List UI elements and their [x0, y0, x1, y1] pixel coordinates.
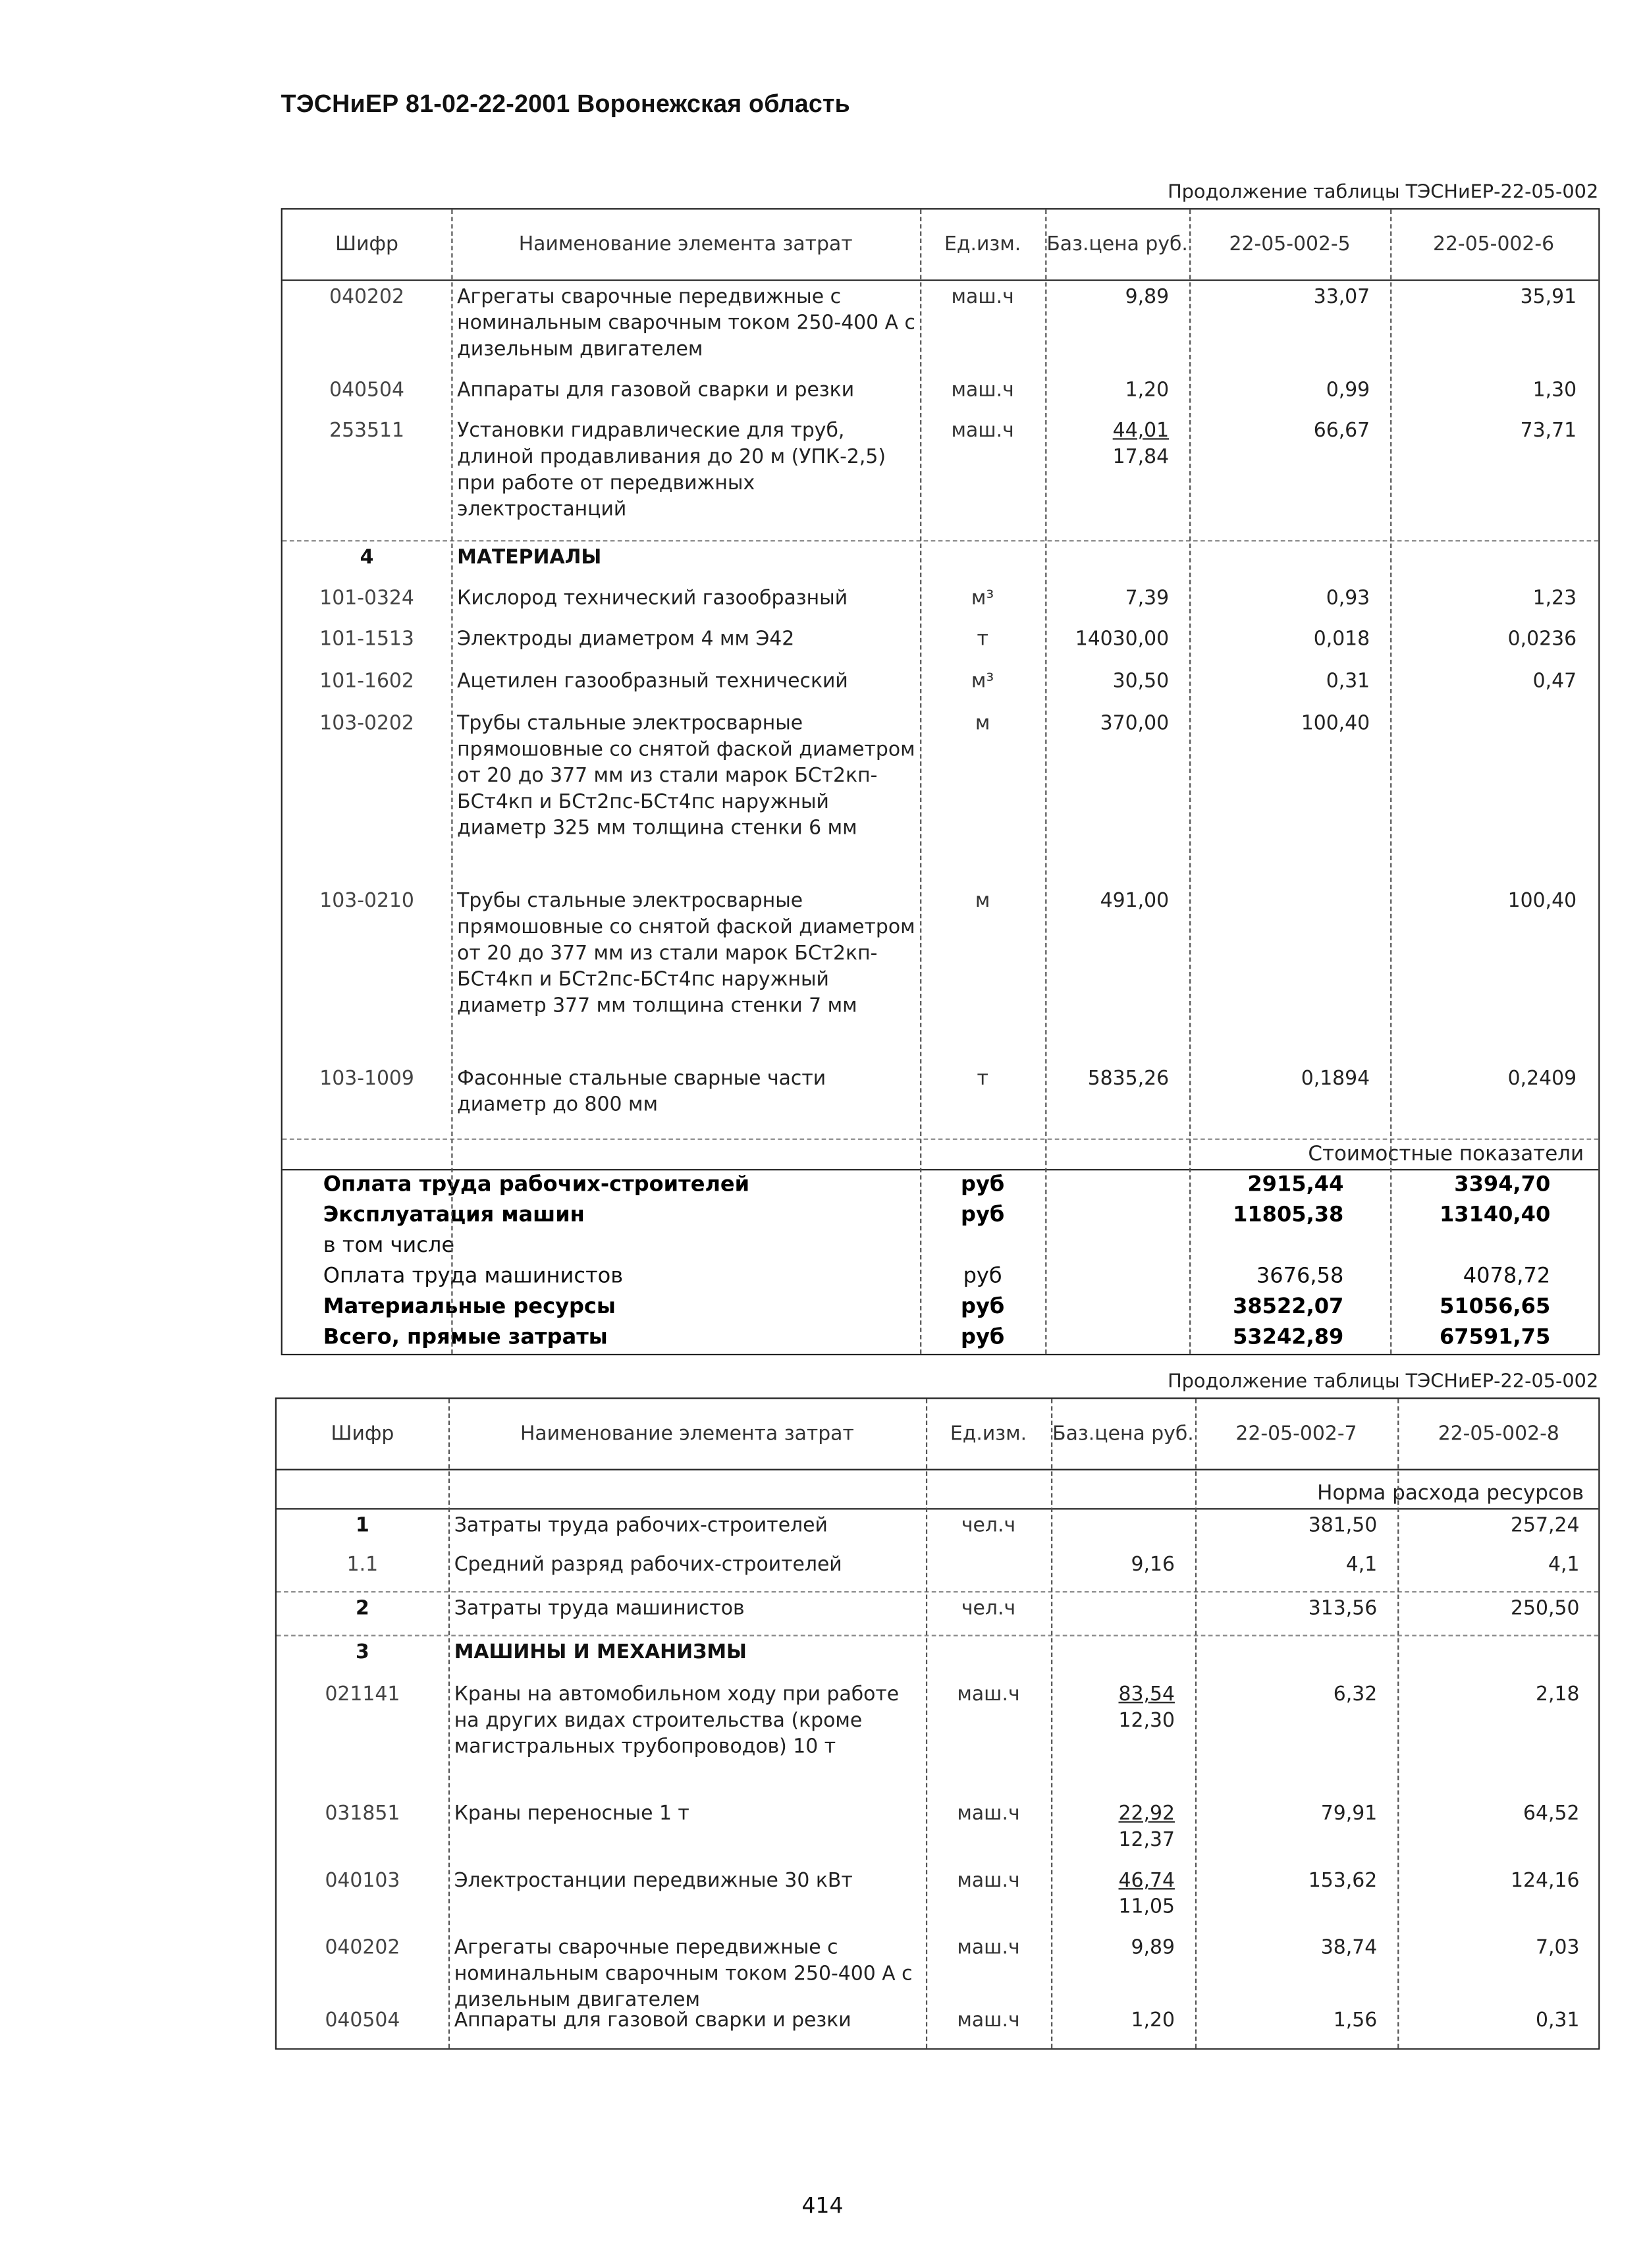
row-code: 1.1	[346, 1553, 379, 1577]
cost-indicators-label: Стоимостные показатели	[283, 1139, 1598, 1169]
summary-unit: руб	[961, 1173, 1005, 1197]
row-value-2: 257,24	[1511, 1514, 1580, 1538]
row-price	[1051, 2005, 1195, 2048]
row-price-value: 22,92	[1118, 1802, 1175, 1826]
table1-continuation-note: Продолжение таблицы ТЭСНиЕР-22-05-002	[1168, 182, 1599, 204]
section-row	[283, 540, 1598, 582]
header-col-7: 22-05-002-7	[1235, 1422, 1357, 1446]
row-value-1: 0,93	[1326, 586, 1370, 610]
resource-table-2	[275, 1397, 1600, 2049]
row-name: Краны переносные 1 т	[454, 1802, 689, 1826]
row-name: Электроды диаметром 4 мм Э42	[457, 627, 795, 651]
row-code: 103-1009	[319, 1067, 414, 1091]
row-price	[1051, 1592, 1195, 1634]
summary-value-2	[1390, 1231, 1597, 1262]
summary-value-2: 13140,40	[1439, 1204, 1551, 1228]
summary-unit: руб	[961, 1326, 1005, 1350]
resource-table-1	[281, 208, 1600, 1355]
row-value-2: 64,52	[1523, 1802, 1580, 1826]
table-row	[283, 281, 1598, 374]
summary-label: Материальные ресурсы	[323, 1295, 616, 1319]
row-price-value: 1,20	[1125, 378, 1170, 402]
table-row	[277, 2005, 1598, 2048]
row-value-1: 153,62	[1308, 1869, 1378, 1893]
table-row	[277, 1931, 1598, 2012]
row-value-1: 38,74	[1320, 1936, 1378, 1960]
summary-unit	[920, 1231, 1045, 1262]
row-price-value: 14030,00	[1075, 627, 1170, 651]
header-unit: Ед.изм.	[944, 232, 1021, 257]
row-code: 1	[356, 1514, 369, 1538]
row-value-2: 100,40	[1507, 889, 1577, 913]
column-divider	[1045, 209, 1046, 1354]
table1-summary	[283, 1169, 1598, 1354]
row-price-secondary: 17,84	[1112, 445, 1170, 469]
row-name: Агрегаты сварочные передвижные с номинальным сварочным током 250-400 А с дизельным двигателем	[457, 285, 915, 362]
row-value-2: 0,31	[1536, 2009, 1580, 2032]
row-unit: чел.ч	[961, 1514, 1016, 1538]
row-price	[1045, 582, 1189, 623]
row-unit: м	[975, 889, 990, 913]
row-code: 040202	[329, 285, 405, 309]
row-code: 103-0210	[319, 889, 414, 913]
row-price-value: 9,16	[1131, 1553, 1175, 1577]
summary-value-1	[1189, 1231, 1390, 1262]
row-value-2: 35,91	[1520, 285, 1577, 309]
row-unit: маш.ч	[957, 1683, 1020, 1706]
table-row	[277, 1798, 1598, 1865]
row-name: Электростанции передвижные 30 кВт	[454, 1869, 853, 1893]
row-unit: м	[975, 711, 990, 736]
row-price-value: 9,89	[1125, 285, 1170, 309]
summary-label: Оплата труда машинистов	[323, 1265, 624, 1289]
row-unit: маш.ч	[957, 1802, 1020, 1826]
table-row	[283, 665, 1598, 707]
row-name: Трубы стальные электросварные прямошовные со снятой фаской диаметром от 20 до 377 мм из стали марок БСт2кп-БСт4кп и БСт2пс-БСт4пс наружный диаметр 325 мм толщина стенки 6 мм	[457, 711, 915, 840]
summary-row	[283, 1201, 1598, 1231]
table1-body	[283, 281, 1598, 1130]
header-code: Шифр	[335, 232, 398, 257]
row-price	[1051, 1509, 1195, 1549]
row-value-1: 313,56	[1308, 1597, 1378, 1621]
row-name: МАТЕРИАЛЫ	[457, 545, 602, 570]
row-code: 101-1513	[319, 627, 414, 651]
row-price	[1051, 1798, 1195, 1865]
table-row	[277, 1865, 1598, 1932]
row-name: Затраты труда машинистов	[454, 1597, 745, 1621]
summary-empty	[1045, 1201, 1189, 1231]
header-name: Наименование элемента затрат	[518, 232, 853, 257]
column-divider	[1189, 209, 1191, 1354]
row-name: Краны на автомобильном ходу при работе на других видах строительства (кроме магистральных трубопроводов) 10 т	[454, 1683, 900, 1759]
row-code: 103-0202	[319, 711, 414, 736]
summary-unit: руб	[963, 1265, 1002, 1289]
row-value-1: 381,50	[1308, 1514, 1378, 1538]
row-unit: маш.ч	[957, 1869, 1020, 1893]
table-row	[277, 1549, 1598, 1591]
row-value-1: 0,99	[1326, 378, 1370, 402]
row-price-value: 44,01	[1112, 419, 1170, 443]
row-price-value: 46,74	[1118, 1869, 1175, 1893]
row-price-value: 83,54	[1118, 1683, 1175, 1706]
column-divider	[926, 1399, 927, 2048]
row-value-2: 7,03	[1536, 1936, 1580, 1960]
row-price-secondary: 12,37	[1118, 1828, 1175, 1852]
row-value-2: 124,16	[1511, 1869, 1580, 1893]
header-unit: Ед.изм.	[950, 1422, 1027, 1446]
row-name: Установки гидравлические для труб, длиной продавливания до 20 м (УПК-2,5) при работе от передвижных электростанций	[457, 419, 886, 522]
row-value-1: 0,1894	[1301, 1067, 1370, 1091]
row-unit: маш.ч	[957, 1936, 1020, 1960]
column-divider	[1195, 1399, 1197, 2048]
column-divider	[448, 1399, 450, 2048]
row-value-2: 0,0236	[1507, 627, 1577, 651]
row-price	[1045, 281, 1189, 374]
header-col-5: 22-05-002-5	[1229, 232, 1351, 257]
row-price-value: 5835,26	[1087, 1067, 1170, 1091]
row-code: 3	[356, 1640, 369, 1664]
row-price-value: 30,50	[1112, 669, 1170, 693]
row-price	[1051, 1865, 1195, 1932]
row-name: МАШИНЫ И МЕХАНИЗМЫ	[454, 1640, 747, 1664]
summary-value-2: 3394,70	[1454, 1173, 1551, 1197]
row-value-2: 1,23	[1532, 586, 1577, 610]
table-row	[277, 1679, 1598, 1798]
row-value-1	[1189, 885, 1390, 1063]
table2-continuation-note: Продолжение таблицы ТЭСНиЕР-22-05-002	[1168, 1371, 1599, 1393]
row-code: 040504	[329, 378, 405, 402]
header-col-8: 22-05-002-8	[1438, 1422, 1559, 1446]
row-code: 040504	[325, 2009, 400, 2032]
summary-row	[283, 1231, 1598, 1262]
row-price-secondary: 11,05	[1118, 1895, 1175, 1919]
column-divider	[1390, 209, 1391, 1354]
row-name: Аппараты для газовой сварки и резки	[454, 2009, 851, 2032]
row-name: Агрегаты сварочные передвижные с номинальным сварочным током 250-400 А с дизельным двигателем	[454, 1936, 913, 2012]
row-price	[1045, 415, 1189, 540]
row-name: Кислород технический газообразный	[457, 586, 848, 610]
row-price-value: 370,00	[1100, 711, 1170, 736]
header-price: Баз.цена руб.	[1052, 1422, 1194, 1446]
row-value-2: 1,30	[1532, 378, 1577, 402]
table-row	[283, 374, 1598, 415]
row-value-2: 0,47	[1532, 669, 1577, 693]
row-price	[1051, 1549, 1195, 1591]
row-price	[1045, 885, 1189, 1063]
summary-empty	[1045, 1170, 1189, 1201]
column-divider	[1397, 1399, 1399, 2048]
row-value-1: 4,1	[1345, 1553, 1378, 1577]
row-unit: маш.ч	[957, 2009, 1020, 2032]
row-unit: т	[977, 1067, 988, 1091]
row-value-2: 73,71	[1520, 419, 1577, 443]
row-price	[1045, 707, 1189, 885]
row-unit: м³	[971, 669, 994, 693]
row-value-1: 79,91	[1320, 1802, 1378, 1826]
row-code: 253511	[329, 419, 405, 443]
row-unit: маш.ч	[951, 285, 1014, 309]
summary-empty	[1045, 1293, 1189, 1323]
row-code: 101-0324	[319, 586, 414, 610]
page-number: 414	[801, 2192, 844, 2219]
row-name: Средний разряд рабочих-строителей	[454, 1553, 842, 1577]
table-row	[277, 1509, 1598, 1549]
header-code: Шифр	[331, 1422, 394, 1446]
table1-header	[283, 209, 1598, 281]
table2-body	[277, 1508, 1598, 2048]
row-price-value: 9,89	[1131, 1936, 1175, 1960]
summary-row	[283, 1262, 1598, 1293]
row-price	[1045, 623, 1189, 665]
row-name: Затраты труда рабочих-строителей	[454, 1514, 828, 1538]
column-divider	[920, 209, 921, 1354]
row-value-2	[1390, 707, 1597, 885]
row-price	[1045, 665, 1189, 707]
summary-empty	[1045, 1262, 1189, 1293]
row-value-1: 66,67	[1313, 419, 1370, 443]
row-value-2: 4,1	[1548, 1553, 1580, 1577]
summary-label: Всего, прямые затраты	[323, 1326, 608, 1350]
summary-row	[283, 1293, 1598, 1323]
row-value-1: 0,018	[1313, 627, 1370, 651]
header-price: Баз.цена руб.	[1046, 232, 1188, 257]
summary-value-1: 38522,07	[1233, 1295, 1344, 1319]
table-row	[283, 885, 1598, 1063]
table2-header	[277, 1399, 1598, 1470]
row-price	[1045, 1063, 1189, 1130]
row-name: Ацетилен газообразный технический	[457, 669, 848, 693]
summary-label: Эксплуатация машин	[323, 1204, 585, 1228]
row-price	[1045, 374, 1189, 415]
summary-value-2: 67591,75	[1439, 1326, 1551, 1350]
row-value-1: 6,32	[1333, 1683, 1378, 1706]
section-row	[277, 1635, 1598, 1679]
row-price-value: 7,39	[1125, 586, 1170, 610]
row-value-1: 0,31	[1326, 669, 1370, 693]
row-code: 031851	[325, 1802, 400, 1826]
summary-unit: руб	[961, 1204, 1005, 1228]
row-code: 040103	[325, 1869, 400, 1893]
row-unit: м³	[971, 586, 994, 610]
summary-row	[283, 1323, 1598, 1353]
summary-empty	[1045, 1231, 1189, 1262]
column-divider	[451, 209, 452, 1354]
row-code: 2	[356, 1597, 369, 1621]
row-name: Трубы стальные электросварные прямошовные со снятой фаской диаметром от 20 до 377 мм из стали марок БСт2кп-БСт4кп и БСт2пс-БСт4пс наружный диаметр 377 мм толщина стенки 7 мм	[457, 889, 915, 1018]
row-code: 040202	[325, 1936, 400, 1960]
header-col-6: 22-05-002-6	[1432, 232, 1555, 257]
row-value-1: 33,07	[1313, 285, 1370, 309]
row-price-value: 1,20	[1131, 2009, 1175, 2032]
row-price-value: 491,00	[1100, 889, 1170, 913]
row-code: 021141	[325, 1683, 400, 1706]
summary-value-1: 11805,38	[1233, 1204, 1344, 1228]
row-unit	[926, 1549, 1051, 1591]
summary-label: в том числе	[323, 1234, 455, 1258]
row-code: 4	[360, 545, 374, 570]
table-row	[277, 1591, 1598, 1634]
row-unit: т	[977, 627, 988, 651]
row-value-2: 2,18	[1536, 1683, 1580, 1706]
table-row	[283, 1063, 1598, 1130]
row-value-2: 250,50	[1511, 1597, 1580, 1621]
summary-empty	[1045, 1323, 1189, 1353]
row-value-1: 1,56	[1333, 2009, 1378, 2032]
table-row	[283, 707, 1598, 885]
row-price	[1051, 1931, 1195, 2013]
row-price-secondary: 12,30	[1118, 1709, 1175, 1733]
norm-label: Норма расхода ресурсов	[1317, 1482, 1584, 1505]
row-name: Аппараты для газовой сварки и резки	[457, 378, 855, 402]
row-unit: маш.ч	[951, 378, 1014, 402]
summary-value-2: 51056,65	[1439, 1295, 1551, 1319]
summary-unit: руб	[961, 1295, 1005, 1319]
row-unit: маш.ч	[951, 419, 1014, 443]
summary-row	[283, 1170, 1598, 1201]
document-title: ТЭСНиЕР 81-02-22-2001 Воронежская область	[281, 90, 850, 119]
summary-value-1: 2915,44	[1247, 1173, 1344, 1197]
table-row	[283, 623, 1598, 665]
summary-value-1: 3676,58	[1256, 1265, 1344, 1289]
summary-value-2: 4078,72	[1463, 1265, 1551, 1289]
column-divider	[1051, 1399, 1052, 2048]
row-value-1: 100,40	[1301, 711, 1370, 736]
summary-value-1: 53242,89	[1233, 1326, 1344, 1350]
header-name: Наименование элемента затрат	[520, 1422, 854, 1446]
table-row	[283, 582, 1598, 623]
row-price	[1051, 1679, 1195, 1798]
row-code: 101-1602	[319, 669, 414, 693]
row-name: Фасонные стальные сварные части диаметр до 800 мм	[457, 1067, 826, 1117]
row-value-2: 0,2409	[1507, 1067, 1577, 1091]
table-row	[283, 415, 1598, 540]
summary-label: Оплата труда рабочих-строителей	[323, 1173, 750, 1197]
row-unit: чел.ч	[961, 1597, 1016, 1621]
